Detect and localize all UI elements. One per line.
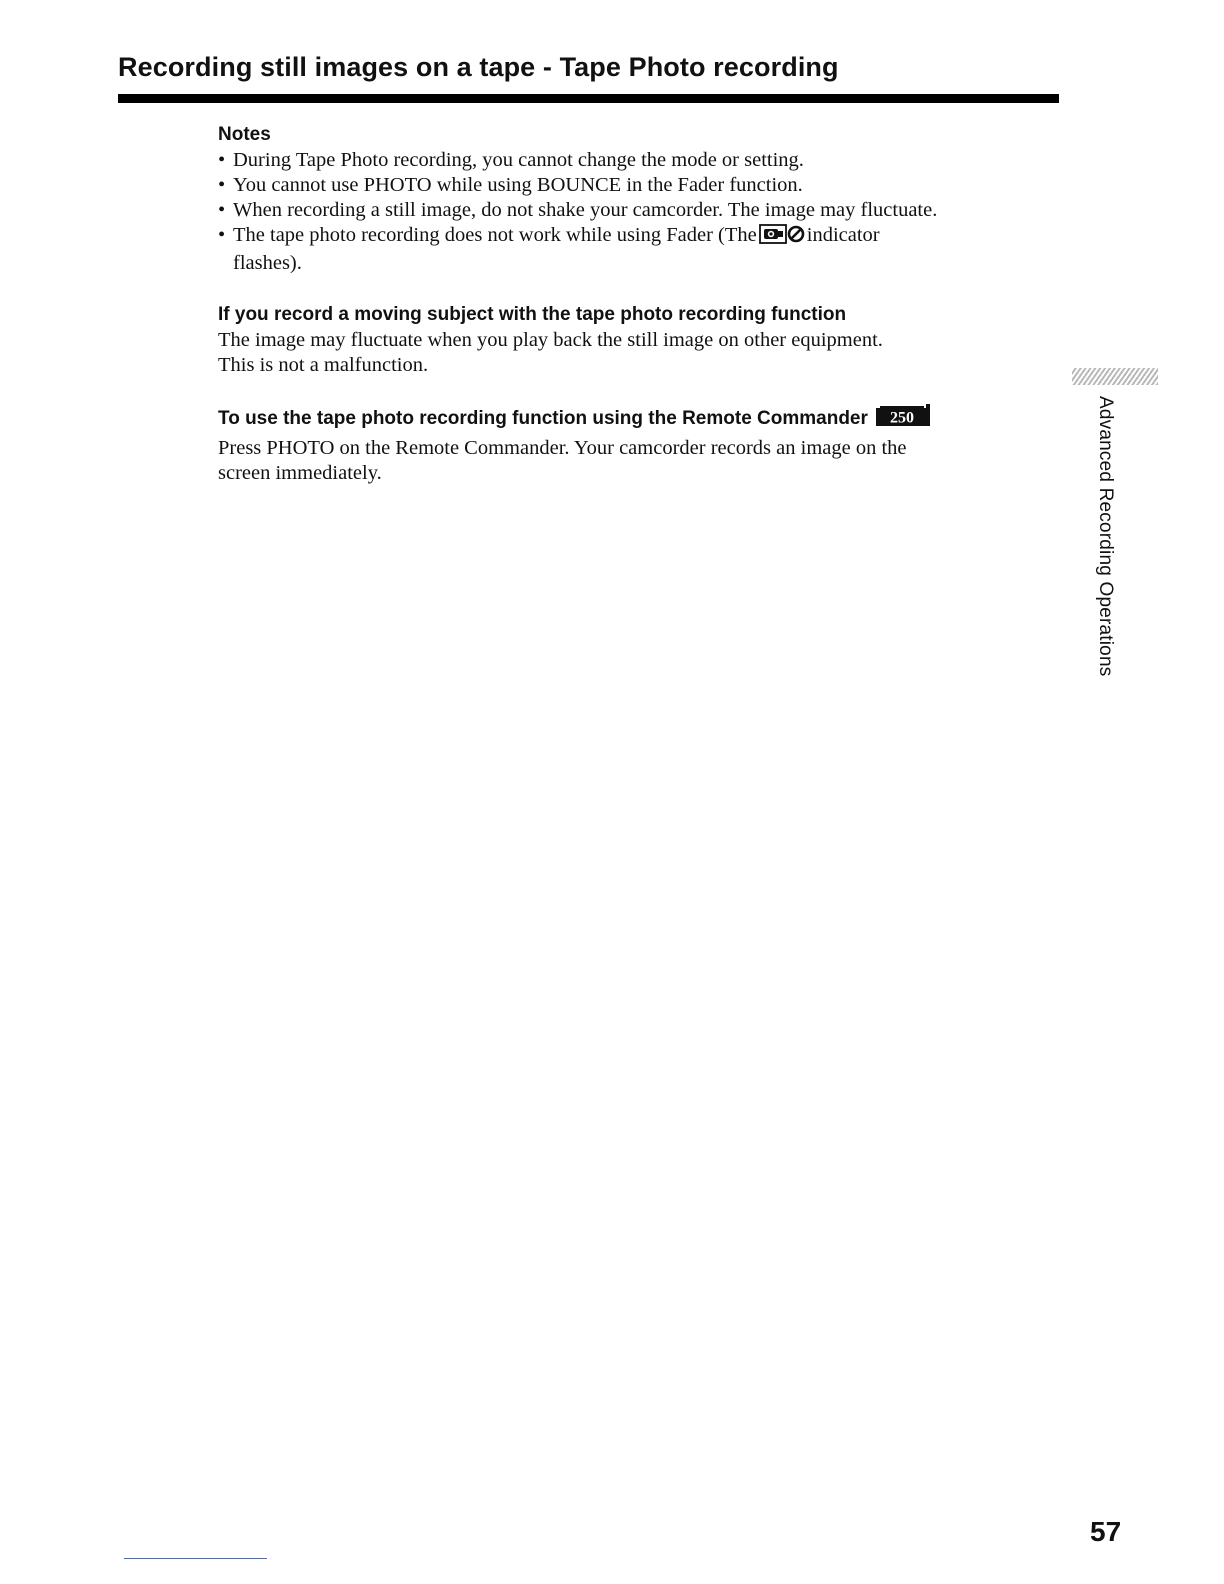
main-content (218, 122, 1058, 486)
remote-line-1: Press PHOTO on the Remote Commander. Your camcorder records an image on the (218, 437, 907, 459)
remote-section (218, 404, 1058, 486)
moving-subject-line-2: This is not a malfunction. (218, 354, 429, 376)
bullet-icon: • (218, 149, 226, 171)
note-item: • You cannot use PHOTO while using BOUNCE in the Fader function. (218, 174, 803, 196)
camera-prohibited-icon (759, 224, 805, 251)
bullet-icon: • (218, 199, 226, 221)
notes-heading: Notes (218, 124, 271, 145)
notes-list (218, 148, 1058, 276)
footer-line (124, 1558, 267, 1559)
page-number: 57 (1090, 1516, 1122, 1547)
note-item-continuation: flashes). (233, 252, 302, 274)
title-rule (118, 94, 1059, 103)
remote-commander-250-icon (874, 404, 932, 436)
bullet-icon: • (218, 174, 226, 196)
note-item: • The tape photo recording does not work while using Fader (The indicator (218, 223, 1058, 251)
bullet-icon: • (218, 224, 226, 246)
page-title: Recording still images on a tape - Tape Photo recording (118, 52, 839, 82)
notes-section (218, 122, 1058, 276)
moving-subject-heading: If you record a moving subject with the tape photo recording function (218, 304, 847, 325)
side-tab-pattern (1072, 368, 1158, 385)
remote-heading: To use the tape photo recording function using the Remote Commander 250 (218, 404, 1058, 436)
remote-badge-text: 250 (889, 409, 914, 427)
moving-subject-line-1: The image may fluctuate when you play back the still image on other equipment. (218, 329, 883, 351)
note-item: • When recording a still image, do not shake your camcorder. The image may fluctuate. (218, 199, 938, 221)
note-item: • During Tape Photo recording, you cannot change the mode or setting. (218, 149, 804, 171)
remote-line-2: screen immediately. (218, 462, 382, 484)
side-tab-label: Advanced Recording Operations (1095, 396, 1116, 677)
moving-subject-section (218, 302, 1058, 378)
